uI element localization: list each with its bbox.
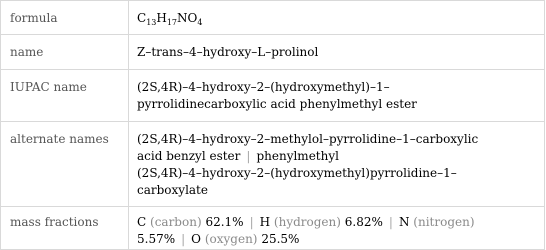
- iupac-name-label: IUPAC name: [1, 70, 129, 122]
- name-label: name: [1, 35, 129, 70]
- separator: |: [246, 149, 251, 163]
- formula-value: $C_{13}H_{17}NO_4$: [129, 1, 545, 35]
- mass-fractions-label: mass fractions: [1, 207, 129, 250]
- mass-fractions-value: C (carbon) 62.1% | H (hydrogen) 6.82% | N (nitrogen) 5.57% | O (oxygen) 25.5%: [129, 207, 545, 250]
- separator: |: [388, 215, 393, 229]
- name-value: Z–trans–4–hydroxy–L–prolinol: [129, 35, 545, 70]
- separator: |: [181, 232, 186, 246]
- mass-fractions-row: [1, 207, 545, 250]
- alternate-names-label: alternate names: [1, 122, 129, 207]
- name-row: [1, 35, 545, 70]
- formula-label: formula: [1, 1, 129, 35]
- separator: |: [249, 215, 254, 229]
- iupac-name-row: [1, 70, 545, 122]
- formula-row: [1, 1, 545, 35]
- alternate-names-value: (2S,4R)–4–hydroxy–2–methylol–pyrrolidine–1–carboxylic acid benzyl ester | phenylmethyl (2S,4R)–4–hydroxy–2–(hydroxymethyl)pyrrolidine–1– carboxylate: [129, 122, 545, 207]
- iupac-name-value: (2S,4R)–4–hydroxy–2–(hydroxymethyl)–1– pyrrolidinecarboxylic acid phenylmethyl ester: [129, 70, 545, 122]
- alternate-names-row: [1, 122, 545, 207]
